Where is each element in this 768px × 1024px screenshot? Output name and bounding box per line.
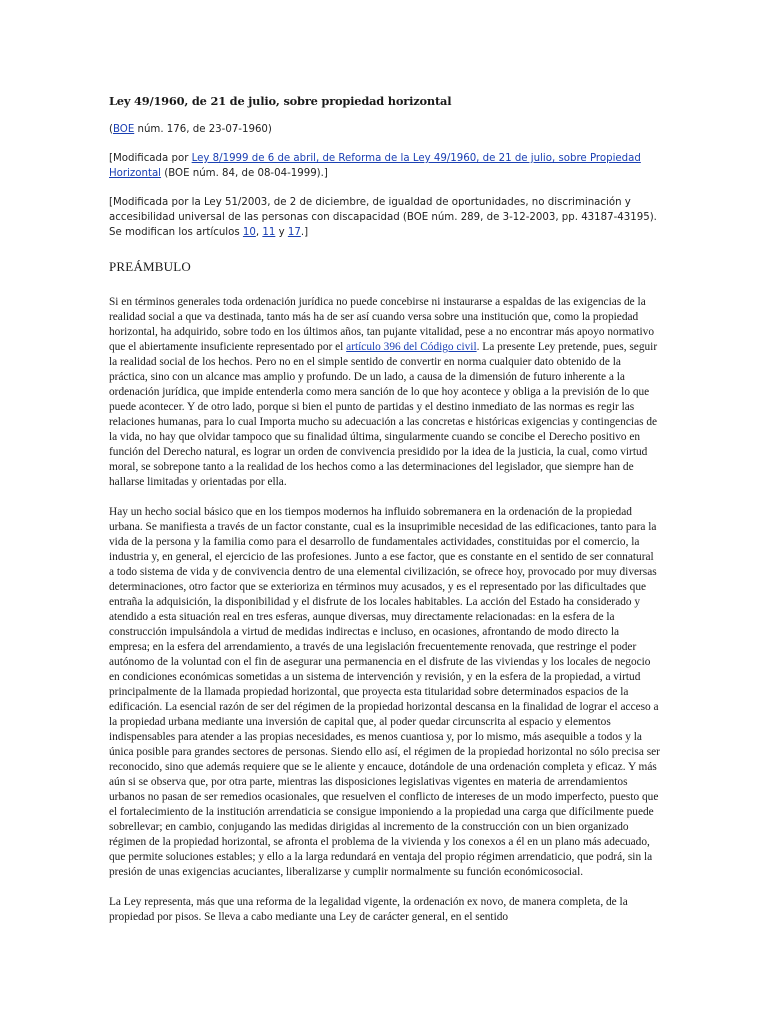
paragraph-1-before: Si en términos generales toda ordenación jurídica no puede concebirse ni instaurarse a espaldas de las exigencias de la realidad social a que va destinada, tanto más ha de ser así cuando versa sobre una institución que, como la propiedad horizontal, ha adquirido, sobre todo en los últimos años, tan pujante vitalidad, pese a no encontrar más apoyo normativo que el abiertamente insuficiente representado por el xyxy=(109,296,654,353)
modification-2-end: .] xyxy=(300,227,309,238)
modification-1-after: (BOE núm. 84, de 08-04-1999).] xyxy=(161,168,328,179)
modification-2-text: [Modificada por la Ley 51/2003, de 2 de diciembre, de igualdad de oportunidades, no discriminación y accesibilidad universal de las personas con discapacidad (BOE núm. 289, de 3-12-2003, pp. 43187-43195). Se modifican los artículos xyxy=(109,197,657,238)
boe-link[interactable]: BOE xyxy=(112,124,135,135)
modification-1-before: [Modificada por xyxy=(109,153,192,164)
section-heading: PREÁMBULO xyxy=(109,259,191,274)
article-10-link[interactable]: 10 xyxy=(242,227,256,238)
paragraph-1-after: . La presente Ley pretende, pues, seguir la realidad social de los hechos. Pero no en el simple sentido de convertir en norma cualquier dato obtenido de la práctica, sino con un alcance mas amplio y profundo. De un lado, a causa de la dimensión de futuro inherente a la ordenación jurídica, que impide entenderla como mera sanción de lo que hoy acontece y obliga a la previsión de lo que puede acontecer. Y de otro lado, porque si bien el punto de partidas y el destino inmediato de las normas es regir las relaciones humanas, para lo cual Importa mucho su adecuación a las concretas e históricas exigencias y contingencias de la vida, no hay que olvidar tampoco que su finalidad última, singularmente cuando se concibe el Derecho positivo en función del Derecho natural, es lograr un orden de convivencia presidido por la idea de la justicia, la cual, como virtud moral, se sobrepone tanto a la realidad de los hechos como a las determinaciones del legislador, que siempre han de hallarse limitadas y orientadas por ella. xyxy=(109,341,658,488)
document-title: Ley 49/1960, de 21 de julio, sobre propiedad horizontal xyxy=(109,94,452,108)
document-page xyxy=(109,88,661,940)
modification-2-sep2: y xyxy=(275,227,288,238)
paragraph-1 xyxy=(109,295,661,490)
modification-note-2 xyxy=(109,195,661,240)
source-reference xyxy=(109,122,661,137)
article-11-link[interactable]: 11 xyxy=(262,227,276,238)
paragraph-3: La Ley representa, más que una reforma de la legalidad vigente, la ordenación ex novo, de manera completa, de la propiedad por pisos. Se lleva a cabo mediante una Ley de carácter general, en el sentido xyxy=(109,896,628,923)
codigo-civil-link[interactable]: artículo 396 del Código civil xyxy=(346,341,477,353)
article-17-link[interactable]: 17 xyxy=(287,227,301,238)
paragraph-2: Hay un hecho social básico que en los tiempos modernos ha influido sobremanera en la ordenación de la propiedad urbana. Se manifiesta a través de un factor constante, cual es la insuprimible necesidad de las edificaciones, tanto para la vida de la persona y la familia como para el desarrollo de fundamentales actividades, constituidas por el comercio, la industria y, en general, el ejercicio de las profesiones. Junto a ese factor, que es constante en el sentido de ser connatural a todo sistema de vida y de convivencia dentro de una elemental civilización, se ofrece hoy, provocado por muy diversas determinaciones, otro factor que se exterioriza en términos muy acusados, y es el representado por las dificultades que entraña la adquisición, la disponibilidad y el disfrute de los locales habitables. La acción del Estado ha considerado y atendido a esta situación real en tres esferas, aunque diversas, muy directamente relacionadas: en la esfera de la construcción impulsándola a virtud de medidas indirectas e incluso, en ocasiones, afrontando de modo directo la empresa; en la esfera del arrendamiento, a través de una legislación frecuentemente renovada, que restringe el poder autónomo de la voluntad con el fin de asegurar una permanencia en el disfrute de las viviendas y los locales de negocio en condiciones económicas sometidas a un sistema de intervención y revisión, y en la esfera de la propiedad, a virtud principalmente de la llamada propiedad horizontal, que proyecta esta titularidad sobre determinados espacios de la edificación. La esencial razón de ser del régimen de la propiedad horizontal descansa en la finalidad de lograr el acceso a la propiedad urbana mediante una inversión de capital que, al poder quedar circunscrita al espacio y elementos indispensables para atender a las propias necesidades, es menos cuantiosa y, por lo mismo, más asequible a todos y la única posible para grandes sectores de personas. Siendo ello así, el régimen de la propiedad horizontal no sólo precisa ser reconocido, sino que además requiere que se le aliente y encauce, dotándole de una ordenación completa y eficaz. Y más aún si se observa que, por otra parte, mientras las disposiciones legislativas vigentes en materia de arrendamientos urbanos no pasan de ser remedios ocasionales, que resuelven el conflicto de intereses de un modo imperfecto, puesto que el fortalecimiento de la institución arrendaticia se consigue imponiendo a la propiedad una carga que difícilmente puede sobrellevar; en cambio, conjugando las medidas dirigidas al incremento de la construcción con un bien organizado régimen de la propiedad horizontal, se afronta el problema de la vivienda y los conexos a él en un plano más adecuado, que permite soluciones estables; y ello a la larga redundará en ventaja del propio régimen arrendaticio, que podrá, sin la presión de unas exigencias acuciantes, liberalizarse y cumplir normalmente su función económicosocial. xyxy=(109,506,660,878)
modification-note-1 xyxy=(109,151,661,181)
source-rest: núm. 176, de 23-07-1960) xyxy=(134,124,272,135)
modification-2-sep1: , xyxy=(255,227,263,238)
ley-8-1999-link[interactable]: Ley 8/1999 de 6 de abril, de Reforma de la Ley 49/1960, de 21 de julio, sobre Propiedad Horizontal xyxy=(109,153,641,179)
source-open: ( xyxy=(109,124,113,135)
